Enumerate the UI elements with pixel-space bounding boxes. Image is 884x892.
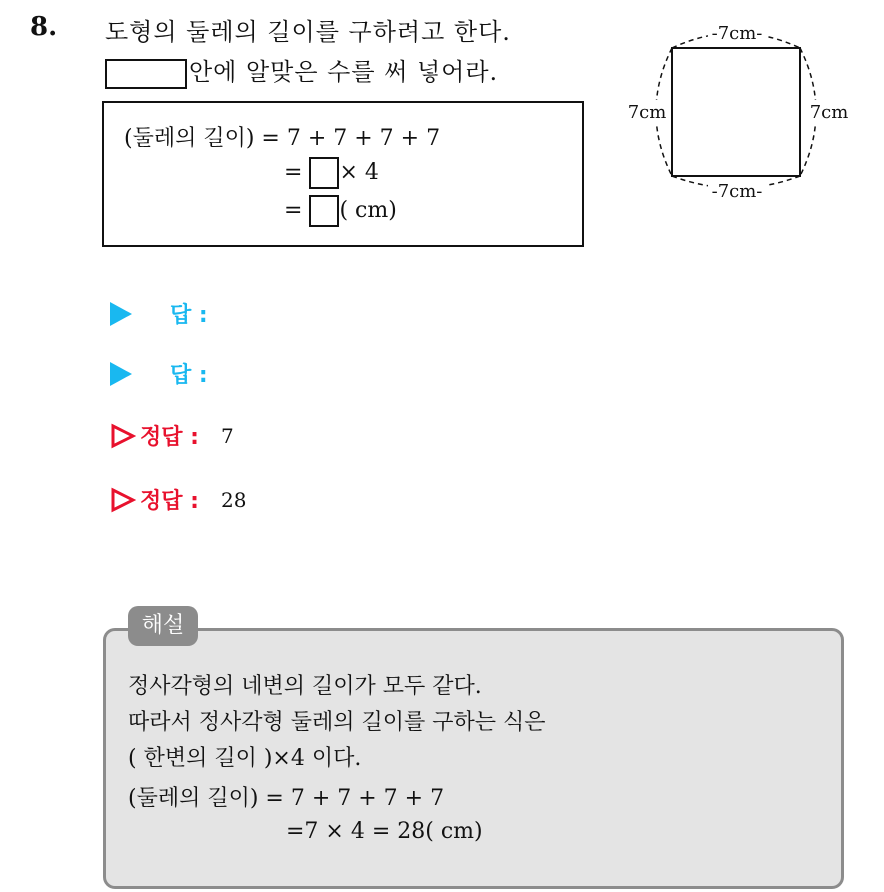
square-figure [620,20,860,210]
explanation-box [103,628,844,889]
explanation-line-5: =7 × 4 = 28( cm) [286,819,483,844]
explanation-tab: 해설 [128,606,198,646]
formula-line3-suffix: ( cm) [339,198,397,223]
correct-answer-row-1 [110,420,234,451]
answer-row-1 [110,298,208,329]
answer-blank-inline [105,59,187,89]
question-text-line2: 안에 알맞은 수를 써 넣어라. [189,58,499,86]
formula-blank-1 [309,157,339,189]
explanation-line-4: (둘레의 길이) = 7 + 7 + 7 + 7 [128,786,445,811]
explanation-line-1: 정사각형의 네변의 길이가 모두 같다. [128,674,482,699]
right-dimension-label: 7cm [809,102,849,123]
question-number: 8. [30,12,58,42]
formula-box [102,101,584,247]
outline-triangle-icon [110,423,136,449]
play-icon [110,302,132,326]
formula-line3-prefix: = [284,198,303,223]
correct-value-1: 7 [220,423,234,448]
formula-line2-suffix: × 4 [339,160,379,185]
play-icon [110,362,132,386]
correct-value-2: 28 [220,487,247,512]
square-shape [672,48,800,176]
question-text-line1: 도형의 둘레의 길이를 구하려고 한다. [105,18,511,46]
correct-label-1: 정답 : [140,425,199,450]
formula-line2 [284,157,379,189]
top-dimension-label: -7cm- [711,23,763,44]
answer-label-2: 답 : [170,363,208,388]
answer-label-1: 답 : [170,303,208,328]
question-text-line2-wrap [105,52,498,89]
correct-answer-row-2 [110,484,246,515]
explanation-line-2: 따라서 정사각형 둘레의 길이를 구하는 식은 [128,710,546,735]
answer-row-2 [110,358,208,389]
correct-label-2: 정답 : [140,489,199,514]
bottom-dimension-label: -7cm- [711,181,763,202]
formula-line2-prefix: = [284,160,303,185]
outline-triangle-icon [110,487,136,513]
formula-blank-2 [309,195,339,227]
left-dimension-label: 7cm [627,102,667,123]
formula-line3 [284,195,397,227]
formula-line1: (둘레의 길이) = 7 + 7 + 7 + 7 [124,126,441,151]
explanation-line-3: ( 한변의 길이 )×4 이다. [128,746,362,771]
